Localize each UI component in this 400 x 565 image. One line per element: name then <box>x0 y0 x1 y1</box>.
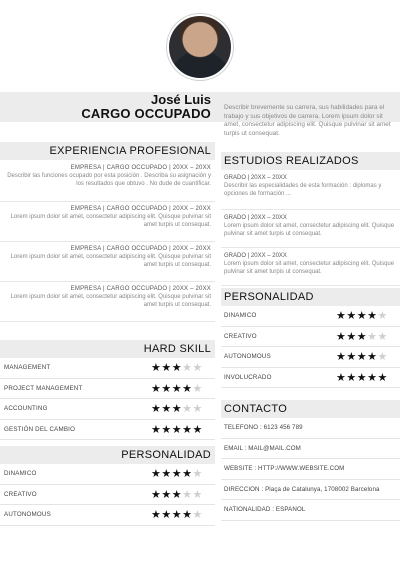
career-summary: Describir brevemente su carrera, sus habilidades para el trabajo y sus objetivos de carrera. Lorem ipsum dolor sit amet, consectetur adipiscing elit. Quisque pulvinar sit amet turpis ut consequat. <box>224 104 391 137</box>
star-rating <box>151 508 215 521</box>
star-icon: ★ <box>367 371 378 384</box>
star-icon: ★ <box>346 310 357 323</box>
star-icon: ★ <box>151 403 162 416</box>
star-icon: ★ <box>151 468 162 481</box>
star-rating <box>151 382 215 395</box>
skill-label: CREATIVO <box>224 332 257 340</box>
star-rating <box>151 361 215 374</box>
star-icon: ★ <box>377 371 388 384</box>
education-title: GRADO | 20XX – 20XX <box>224 253 287 259</box>
skill-row <box>0 379 215 400</box>
star-icon: ★ <box>192 382 203 395</box>
star-icon: ★ <box>171 509 183 522</box>
experience-item <box>0 202 215 242</box>
star-icon: ★ <box>346 351 357 364</box>
star-rating <box>151 402 215 415</box>
skill-label: GESTIÓN DEL CAMBIO <box>4 425 76 433</box>
skill-row <box>221 347 400 368</box>
star-icon: ★ <box>171 423 183 436</box>
star-icon: ★ <box>161 468 172 481</box>
star-icon: ★ <box>151 488 162 501</box>
skill-label: ACCOUNTING <box>4 405 48 413</box>
star-icon: ★ <box>336 310 347 323</box>
personality-list-right <box>221 306 400 388</box>
experience-item <box>0 282 215 322</box>
star-icon: ★ <box>161 509 172 522</box>
personality-heading-left: PERSONALIDAD <box>0 446 215 464</box>
education-desc: Lorem ipsum dolor sit amet, consectetur adipiscing elit. Quisque pulvinar sit amet turpis ut consequat. <box>224 261 395 275</box>
star-icon: ★ <box>182 509 193 522</box>
star-icon: ★ <box>192 509 203 522</box>
star-icon: ★ <box>356 330 368 343</box>
star-icon: ★ <box>151 382 162 395</box>
experience-title: EMPRESA | CARGO OCCUPADO | 20XX – 20XX <box>70 206 211 212</box>
experience-title: EMPRESA | CARGO OCCUPADO | 20XX – 20XX <box>70 165 211 171</box>
experience-title: EMPRESA | CARGO OCCUPADO | 20XX – 20XX <box>70 246 211 252</box>
star-icon: ★ <box>182 382 193 395</box>
star-icon: ★ <box>367 310 378 323</box>
contact-address: DIRECCION : Plaça de Catalunya, 1708002 Barcelona <box>221 480 400 501</box>
star-icon: ★ <box>161 403 172 416</box>
star-rating <box>151 488 215 501</box>
star-icon: ★ <box>171 382 183 395</box>
personality-heading-right: PERSONALIDAD <box>221 288 400 306</box>
star-icon: ★ <box>161 423 172 436</box>
left-column <box>0 92 215 526</box>
star-rating <box>336 350 400 363</box>
skill-label: DINAMICO <box>4 470 37 478</box>
star-icon: ★ <box>336 330 347 343</box>
star-icon: ★ <box>161 382 172 395</box>
star-rating <box>336 309 400 322</box>
star-icon: ★ <box>346 371 357 384</box>
skill-label: MANAGEMENT <box>4 364 51 372</box>
experience-title: EMPRESA | CARGO OCCUPADO | 20XX – 20XX <box>70 286 211 292</box>
experience-desc: Lorem ipsum dolor sit amet, consectetur adipiscing elit. Quisque pulvinar sit amet turpis ut consequat. <box>10 214 211 228</box>
skill-row <box>0 399 215 420</box>
education-list <box>221 170 400 286</box>
star-icon: ★ <box>171 468 183 481</box>
contact-website: WEBSITE : HTTP://WWW.WEBSITE.COM <box>221 459 400 480</box>
contact-phone: TELEFONO : 6123 456 789 <box>221 418 400 439</box>
star-icon: ★ <box>151 362 162 375</box>
skill-label: AUTONOMOUS <box>224 353 271 361</box>
education-item <box>221 248 400 286</box>
experience-desc: Lorem ipsum dolor sit amet, consectetur adipiscing elit. Quisque pulvinar sit amet turpis ut consequat. <box>10 294 211 308</box>
skill-label: CREATIVO <box>4 490 37 498</box>
name-block <box>0 92 215 122</box>
star-icon: ★ <box>377 351 388 364</box>
star-icon: ★ <box>171 362 183 375</box>
star-rating <box>336 371 400 384</box>
star-rating <box>151 467 215 480</box>
star-icon: ★ <box>171 488 183 501</box>
right-column <box>221 92 400 521</box>
education-item <box>221 170 400 210</box>
experience-list <box>0 160 215 322</box>
skill-label: DINAMICO <box>224 312 257 320</box>
education-title: GRADO | 20XX – 20XX <box>224 215 287 221</box>
experience-desc: Describir las funciones ocupado por esta posición . Describa su asignación y los resultados que obtuvo . No dude de cuantificar. <box>7 173 211 187</box>
profile-photo <box>167 14 233 80</box>
star-icon: ★ <box>192 488 203 501</box>
star-icon: ★ <box>182 362 193 375</box>
skill-row <box>0 358 215 379</box>
star-icon: ★ <box>182 488 193 501</box>
education-heading: ESTUDIOS REALIZADOS <box>221 152 400 170</box>
star-rating <box>336 330 400 343</box>
star-icon: ★ <box>182 403 193 416</box>
star-icon: ★ <box>192 362 203 375</box>
star-icon: ★ <box>336 371 347 384</box>
education-desc: Describir las especialidades de esta formación : diplomas y opciones de formación ... <box>224 183 382 197</box>
star-icon: ★ <box>192 423 203 436</box>
star-icon: ★ <box>367 330 378 343</box>
skill-label: INVOLUCRADO <box>224 373 272 381</box>
star-icon: ★ <box>192 468 203 481</box>
skill-row <box>0 505 215 526</box>
star-rating <box>151 423 215 436</box>
star-icon: ★ <box>377 330 388 343</box>
star-icon: ★ <box>171 403 183 416</box>
contact-nationality: NATIONALIDAD : ESPANOL <box>221 500 400 521</box>
candidate-role: CARGO OCCUPADO <box>81 106 211 121</box>
star-icon: ★ <box>356 371 368 384</box>
skill-label: PROJECT MANAGEMENT <box>4 384 83 392</box>
experience-item <box>0 160 215 202</box>
hard-skill-heading: HARD SKILL <box>0 340 215 358</box>
star-icon: ★ <box>356 351 368 364</box>
skill-label: AUTONOMOUS <box>4 511 51 519</box>
star-icon: ★ <box>192 403 203 416</box>
star-icon: ★ <box>356 310 368 323</box>
education-item <box>221 210 400 248</box>
skill-row <box>0 485 215 506</box>
contact-email: EMAIL : MAIL@MAIL.COM <box>221 439 400 460</box>
experience-heading: EXPERIENCIA PROFESIONAL <box>0 142 215 160</box>
experience-item <box>0 242 215 282</box>
star-icon: ★ <box>161 362 172 375</box>
experience-desc: Lorem ipsum dolor sit amet, consectetur adipiscing elit. Quisque pulvinar sit amet turpis ut consequat. <box>10 254 211 268</box>
education-title: GRADO | 20XX – 20XX <box>224 175 287 181</box>
star-icon: ★ <box>161 488 172 501</box>
star-icon: ★ <box>151 423 162 436</box>
star-icon: ★ <box>346 330 357 343</box>
skill-row <box>0 464 215 485</box>
star-icon: ★ <box>182 423 193 436</box>
star-icon: ★ <box>336 351 347 364</box>
candidate-name: José Luis <box>151 92 211 107</box>
star-icon: ★ <box>182 468 193 481</box>
skill-row <box>0 420 215 441</box>
education-desc: Lorem ipsum dolor sit amet, consectetur adipiscing elit. Quisque pulvinar sit amet turpis ut consequat. <box>224 223 395 237</box>
contact-heading: CONTACTO <box>221 400 400 418</box>
contact-list <box>221 418 400 521</box>
hard-skill-list <box>0 358 215 440</box>
star-icon: ★ <box>367 351 378 364</box>
star-icon: ★ <box>377 310 388 323</box>
skill-row <box>221 368 400 389</box>
personality-list-left <box>0 464 215 526</box>
skill-row <box>221 306 400 327</box>
star-icon: ★ <box>151 509 162 522</box>
skill-row <box>221 327 400 348</box>
